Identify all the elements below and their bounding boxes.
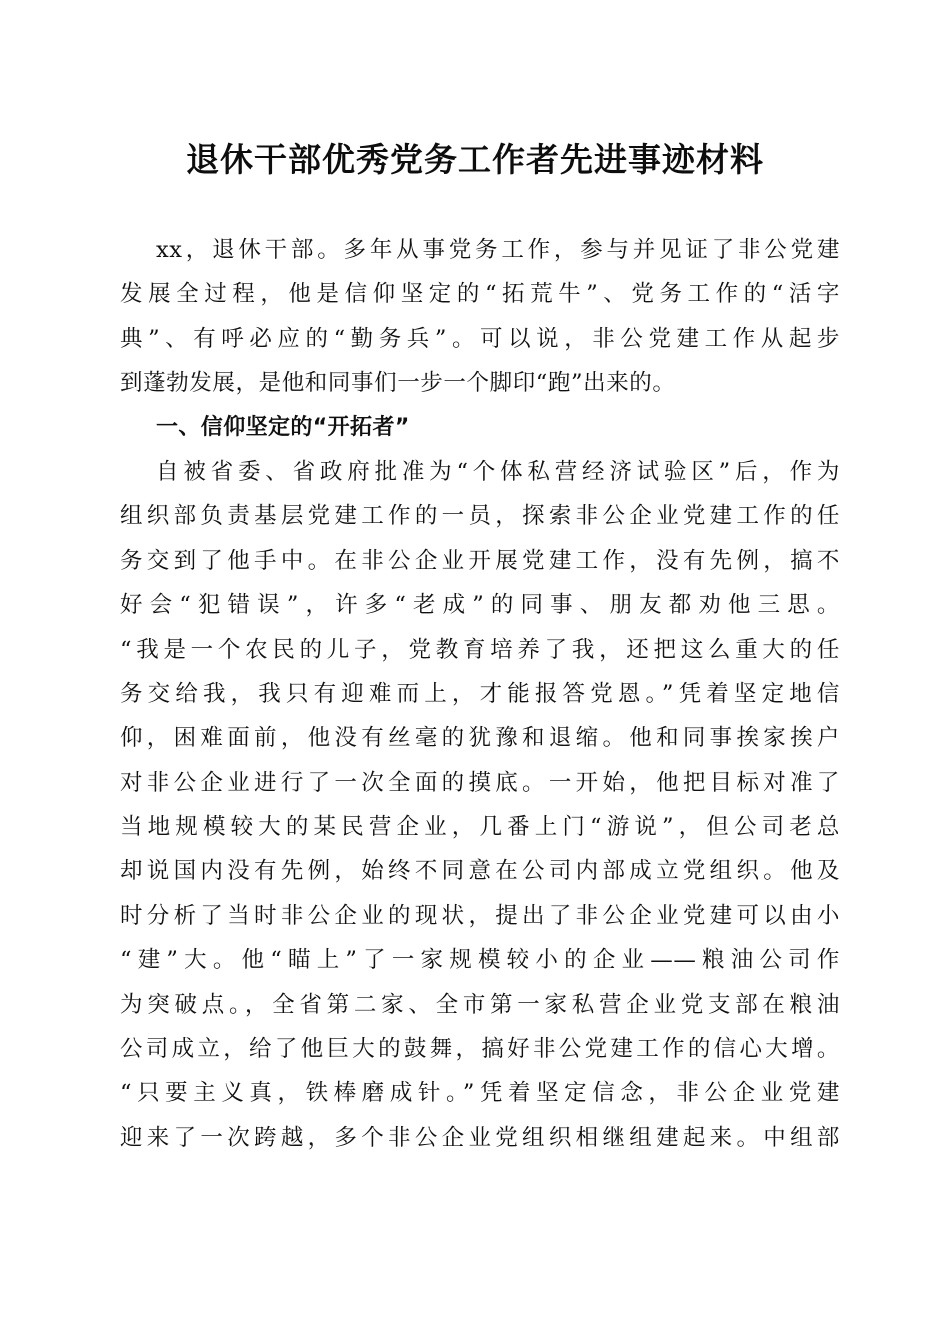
paragraph-line: 迎来了一次跨越，多个非公企业党组织相继组建起来。中组部 [120, 1124, 840, 1151]
paragraph-line: 为突破点。，全省第二家、全市第一家私营企业党支部在粮油 [120, 991, 840, 1018]
paragraph-line: 当地规模较大的某民营企业，几番上门“游说”，但公司老总 [120, 814, 840, 841]
paragraph-line: 好会“犯错误”，许多“老成”的同事、朋友都劝他三思。 [120, 592, 840, 619]
paragraph-line: 典”、有呼必应的“勤务兵”。可以说，非公党建工作从起步 [120, 325, 840, 352]
paragraph-line: 对非公企业进行了一次全面的摸底。一开始，他把目标对准了 [120, 769, 840, 796]
paragraph-line: 务交给我，我只有迎难而上，才能报答党恩。”凭着坚定地信 [120, 680, 840, 707]
section-heading: 一、信仰坚定的“开拓者” [156, 414, 410, 440]
paragraph-line: 公司成立，给了他巨大的鼓舞，搞好非公党建工作的信心大增。 [120, 1036, 840, 1063]
paragraph-line: 发展全过程，他是信仰坚定的“拓荒牛”、党务工作的“活字 [120, 281, 840, 308]
paragraph-line: xx，退休干部。多年从事党务工作，参与并见证了非公党建 [156, 237, 840, 263]
paragraph-line: 却说国内没有先例，始终不同意在公司内部成立党组织。他及 [120, 858, 840, 885]
paragraph-line: “我是一个农民的儿子，党教育培养了我，还把这么重大的任 [120, 636, 840, 663]
paragraph-line: 到蓬勃发展，是他和同事们一步一个脚印“跑”出来的。 [120, 370, 676, 397]
paragraph-line: 组织部负责基层党建工作的一员，探索非公企业党建工作的任 [120, 503, 840, 530]
paragraph-line: “只要主义真，铁棒磨成针。”凭着坚定信念，非公企业党建 [120, 1080, 840, 1107]
paragraph-line: “建”大。他“瞄上”了一家规模较小的企业——粮油公司作 [120, 947, 840, 974]
paragraph-line: 自被省委、省政府批准为“个体私营经济试验区”后，作为 [156, 458, 840, 485]
paragraph-line: 时分析了当时非公企业的现状，提出了非公企业党建可以由小 [120, 902, 840, 929]
document-body [120, 228, 840, 1160]
document-title: 退休干部优秀党务工作者先进事迹材料 [186, 140, 764, 179]
paragraph-line: 仰，困难面前，他没有丝毫的犹豫和退缩。他和同事挨家挨户 [120, 725, 840, 752]
paragraph-line: 务交到了他手中。在非公企业开展党建工作，没有先例，搞不 [120, 547, 840, 574]
